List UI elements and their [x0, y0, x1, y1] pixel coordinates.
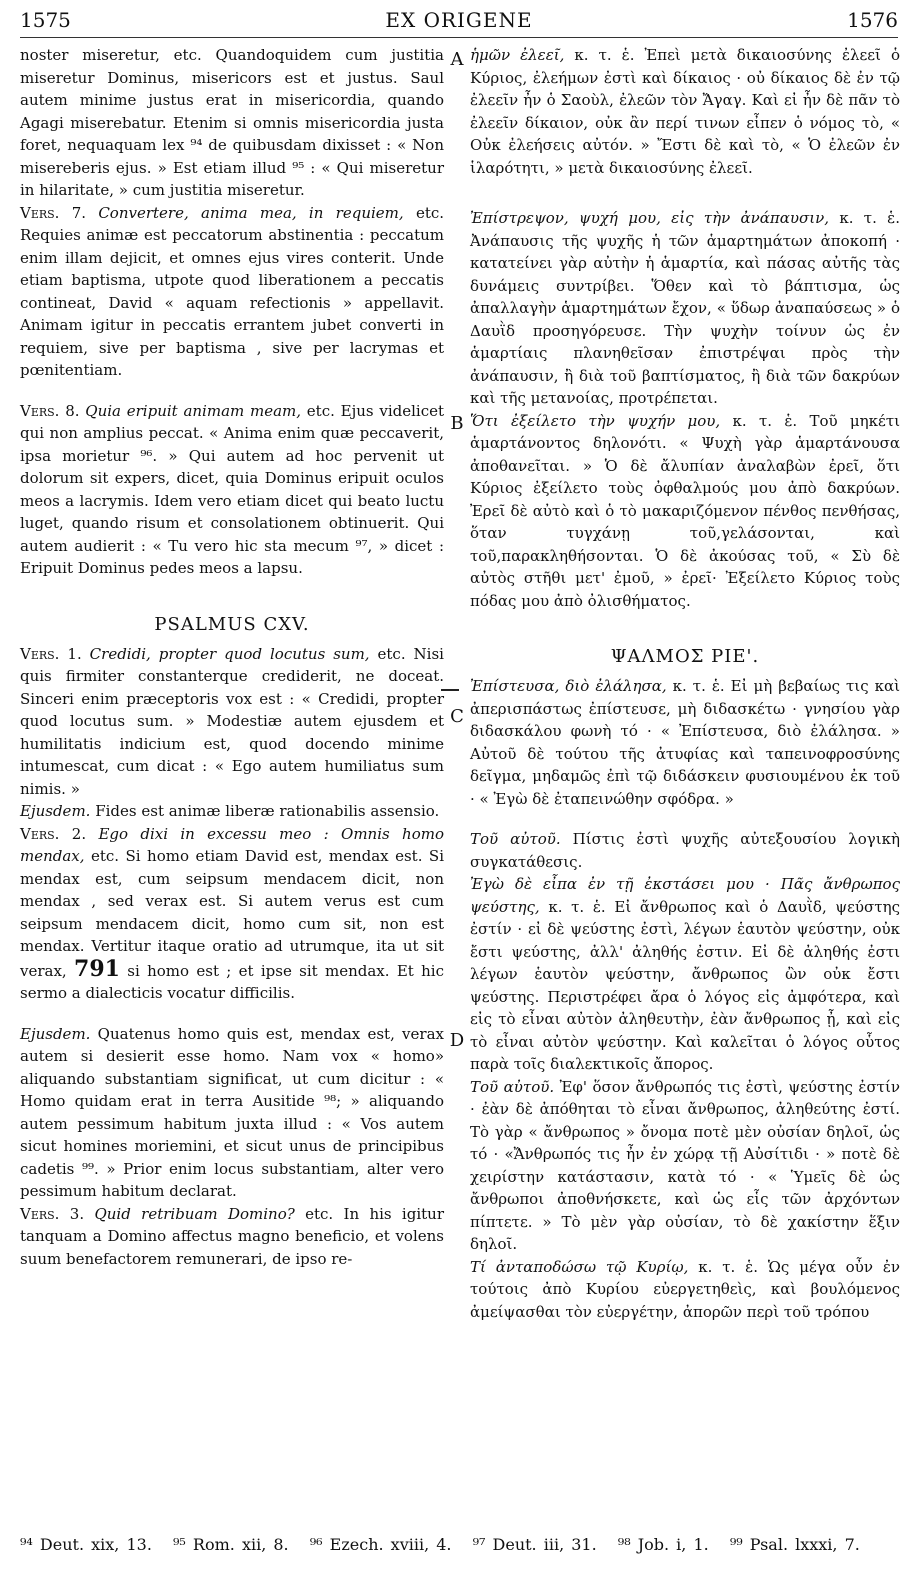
latin-column	[20, 44, 444, 1270]
footnote: ⁹⁴ Deut. xix, 13.	[20, 1535, 152, 1554]
greek-paragraph: ἡμῶν ἐλεεῖ, κ. τ. ἑ. Ἐπεὶ μετὰ δικαιοσύνης ἐλεεῖ ὁ Κύριος, ἐλεήμων ἐστὶ καὶ δίκαιος · οὐ δίκαιος δὲ ἐν τῷ ἐλεεῖν ἦν ὁ Σαοὺλ, ἐλεῶν τὸν Ἄγαγ. Καὶ εἰ ἦν δὲ πᾶν τὸ ἐλεεῖν δίκαιον, οὐκ ἂν περί τινων εἶπεν ὁ νόμος τὸ, « Οὐκ ἐλεήσεις αὐτόν. » Ἔστι δὲ καὶ τὸ, « Ὁ ἐλεῶν ἐν ἱλαρότητι, » μετὰ δικαιοσύνης ἐλεεῖ.	[470, 46, 900, 177]
latin-ejusdem-2: Ejusdem. Quatenus homo quis est, mendax est, verax autem si desierit esse homo. Nam vox « homo» aliquando substantiam significat, ut cum dicitur : « Homo quidam erat in terra Ausitide ⁹⁸; » aliquando autem pessimum habitum juxta illud : « Vos autem sicut homines moriemini, et sicut unus de principibus cadetis ⁹⁹. » Prior enim locus substantiam, alter vero pessimum habitum declarat.	[20, 1024, 444, 1200]
greek-ejusdem-2: Τοῦ αὐτοῦ. Ἐφ' ὅσον ἄνθρωπός τις ἐστὶ, ψεύστης ἐστίν · ἐὰν δὲ ἀπόθηται τὸ εἶναι ἄνθρωπος, ἀληθεύτης ἐστί. Τὸ γὰρ « ἄνθρωπος » ὄνομα ποτὲ μὲν οὐσίαν δηλοῖ, ὡς τό · «Ἄνθρωπός τις ἦν ἐν χώρᾳ τῇ Αὐσίτιδι · » ποτὲ δὲ χειρίστην κατάστασιν, κατὰ τό · « Ὑμεῖς δὲ ὡς ἄνθρωποι ἀποθνήσκετε, καὶ ὡς εἷς τῶν ἀρχόντων πίπτετε. » Τὸ μὲν γὰρ οὐσίαν, τὸ δὲ χακίστην ἕξιν δηλοῖ.	[470, 1077, 900, 1253]
greek-verse-3: Τί ἀνταποδώσω τῷ Κυρίῳ, κ. τ. ἑ. Ὡς μέγα οὖν ἐν τούτοις ἀπὸ Κυρίου εὐεργετηθεὶς, καὶ βουλόμενος ἀμείψασθαι τὸν εὐεργέτην, ἀπορῶν περὶ τοῦ τρόπου	[470, 1257, 900, 1321]
latin-verse-2: Vers. 2. Ego dixi in excessu meo : Omnis homo mendax, etc. Si homo etiam David est, mendax est. Si mendax est, cum seipsum mendacem dicit, non mendax , sed verax est. Si autem verus est cum seipsum mendacem dicit, homo cum sit, non est mendax. Vertitur itaque oratio ad utrumque, ita ut sit verax, 791 si homo est ; et ipse sit mendax. Et hic sermo a dialecticis vocatur difficilis.	[20, 824, 444, 1002]
footnote: ⁹⁷ Deut. iii, 31.	[472, 1535, 597, 1554]
greek-ejusdem-1: Τοῦ αὐτοῦ. Πίστις ἐστὶ ψυχῆς αὐτεξουσίου λογικὴ συγκατάθεσις.	[470, 830, 900, 871]
latin-verse-1: Vers. 1. Credidi, propter quod locutus sum, etc. Nisi quis firmiter constanterque crediderit, ne doceat. Sinceri enim præceptoris vox est : « Credidi, propter quod locutus sum. » Modestiæ autem ejusdem et humilitatis indicium est, quod docendo minime intumescat, cum dicat : « Ego autem humiliatus sum nimis. »	[20, 644, 444, 798]
footnote: ⁹⁹ Psal. lxxxi, 7.	[729, 1535, 860, 1554]
footnotes	[20, 1535, 898, 1554]
greek-verse-7: Ἐπίστρεψον, ψυχή μου, εἰς τὴν ἀνάπαυσιν, κ. τ. ἑ. Ἀνάπαυσις τῆς ψυχῆς ἡ τῶν ἁμαρτημάτων ἀποκοπή · κατατείνει γὰρ αὐτὴν ἡ ἁμαρτία, καὶ πάσας αὐτῆς τὰς δυνάμεις συντρίβει. Ὅθεν καὶ τὸ βάπτισμα, ὡς ἀπαλλαγὴν ἁμαρτημάτων ἔχον, « ὕδωρ ἀναπαύσεως » ὁ Δαυῒδ προσηγόρευσε. Τὴν ψυχὴν τοίνυν ὡς ἐν ἁμαρτίαις πλανηθεῖσαν ἐπιστρέψαι πρὸς τὴν ἀνάπαυσιν, ἢ διὰ τοῦ βαπτίσματος, ἢ διὰ τῶν δακρύων καὶ τῆς μετανοίας, προτρέπεται.	[470, 209, 900, 407]
latin-verse-8: Vers. 8. Quia eripuit animam meam, etc. Ejus videlicet qui non amplius peccat. « Anima enim quæ peccaverit, ipsa morietur ⁹⁶. » Qui autem ad hoc pervenit ut dolorum sit expers, dicet, quia Dominus eripuit oculos meos a lacrymis. Idem vero etiam dicet qui beato luctu luget, quando risum et consolationem obtinuerit. Qui autem audierit : « Tu vero hic sta mecum ⁹⁷, » dicet : Eripuit Dominus pedes meos a lapsu.	[20, 401, 444, 577]
margin-letter-d: D	[449, 1030, 465, 1051]
greek-column	[470, 44, 900, 1323]
running-title: EX ORIGENE	[385, 8, 533, 32]
margin-letter-a: A	[450, 49, 464, 70]
latin-ejusdem-1: Ejusdem. Fides est animæ liberæ rationabilis assensio.	[20, 802, 440, 820]
footnote: ⁹⁵ Rom. xii, 8.	[173, 1535, 289, 1554]
greek-verse-2: Ἐγὼ δὲ εἶπα ἐν τῇ ἐκστάσει μου · Πᾶς ἄνθρωπος ψεύστης, κ. τ. ἑ. Εἰ ἄνθρωπος καὶ ὁ Δαυῒδ, ψεύστης ἐστίν · εἰ δὲ ψεύστης ἐστὶ, λέγων ἑαυτὸν ψεύστην, οὐκ ἔστι ψεύστης, ἀλλ' ἀληθής ἐστιν. Εἰ δὲ ἀληθής ἐστι λέγων ἑαυτὸν ψεύστην, ἄνθρωπος ὢν οὐκ ἔστι ψεύστης. Περιστρέφει ἄρα ὁ λόγος εἰς ἀμφότερα, καὶ εἰς τὸ εἶναι αὐτὸν ἀληθευτὴν, ἐὰν ἄνθρωπος ᾖ, καὶ εἰς τὸ εἶναι αὐτὸν ψεύστην. Καὶ καλεῖται ὁ λόγος οὗτος παρὰ τοῖς διαλεκτικοῖς ἄπορος.	[470, 875, 900, 1073]
header-rule	[20, 37, 898, 38]
greek-psalm-title: ΨΑΛΜΟΣ ΡΙΕ'.	[610, 646, 760, 667]
page-header	[20, 8, 898, 38]
column-number: 791	[74, 955, 120, 982]
greek-verse-1: Ἐπίστευσα, διὸ ἐλάλησα, κ. τ. ἑ. Εἰ μὴ βεβαίως τις καὶ ἀπερισπάστως ἐπίστευσε, μὴ διδασκέτω · γνησίου γὰρ διδασκάλου φωνὴ τό · « Ἐπίστευσα, διὸ ἐλάλησα. » Αὐτοῦ δὲ τούτου τῆς ἀτυφίας καὶ ταπεινοφροσύνης δεῖγμα, μηδαμῶς ἐπὶ τῷ διδάσκειν φυσιουμένου ἐκ τοῦ · « Ἐγὼ δὲ ἐταπεινώθην σφόδρα. »	[470, 677, 900, 808]
page-number-left: 1575	[20, 8, 71, 32]
margin-letter-b: B	[450, 413, 464, 434]
footnote: ⁹⁸ Job. i, 1.	[617, 1535, 709, 1554]
latin-psalm-title: PSALMUS CXV.	[154, 613, 310, 635]
margin-letter-c: C	[450, 706, 464, 727]
latin-paragraph: noster miseretur, etc. Quandoquidem cum justitia miseretur Dominus, misericors est et justus. Saul autem minime justus erat in misericordia, quando Agagi miserebatur. Etenim si omnis misericordia justa foret, nequaquam lex ⁹⁴ de quibusdam dixisset : « Non misereberis ejus. » Est etiam illud ⁹⁵ : « Qui miseretur in hilaritate, » cum justitia miseretur.	[20, 46, 444, 199]
greek-verse-8: Ὅτι ἐξείλετο τὴν ψυχήν μου, κ. τ. ἑ. Τοῦ μηκέτι ἁμαρτάνοντος δηλονότι. « Ψυχὴ γὰρ ἁμαρτάνουσα ἀποθανεῖται. » Ὁ δὲ ἄλυπίαν ἀναλαβὼν ἐρεῖ, ὅτι Κύριος ἐξείλετο τοὺς ὀφθαλμούς μου ἀπὸ δακρύων. Ἐρεῖ δὲ αὐτὸ καὶ ὁ τὸ μακαριζόμενον πένθος πενθήσας, ὅταν τυγχάνῃ τοῦ,γελάσονται, καὶ τοῦ,παρακληθήσονται. Ὁ δὲ ἀκούσας τοῦ, « Σὺ δὲ αὐτὸς στῆθι μετ' ἐμοῦ, » ἐρεῖ· Ἐξείλετο Κύριος τοὺς πόδας μου ἀπὸ ὀλισθήματος.	[470, 411, 900, 610]
latin-verse-7: Vers. 7. Convertere, anima mea, in requiem, etc. Requies animæ est peccatorum abstinentia : peccatum enim illam dejicit, et omnes ejus vires conterit. Unde etiam baptisma, utpote quod liberationem a peccatis contineat, David « aquam refectionis » appellavit. Animam igitur in peccatis errantem jubet converti in requiem, sive per baptisma , sive per lacrymas et pœnitentiam.	[20, 203, 445, 379]
footnote: ⁹⁶ Ezech. xviii, 4.	[309, 1535, 452, 1554]
latin-verse-3: Vers. 3. Quid retribuam Domino? etc. In his igitur tanquam a Domino affectus magno beneficio, et volens suum benefactorem remunerari, de ipso re-	[20, 1204, 444, 1268]
page-number-right: 1576	[847, 8, 898, 32]
